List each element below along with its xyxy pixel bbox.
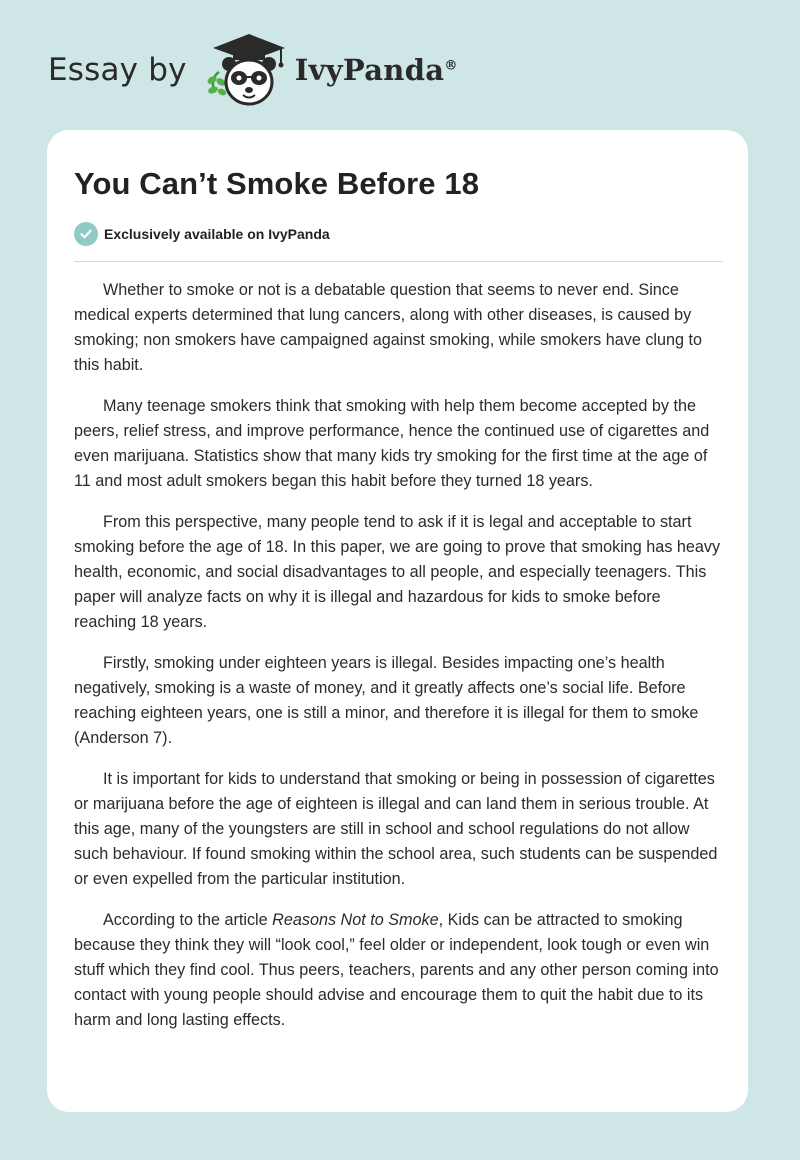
paragraph-6-rest: , Kids can be attracted to smoking because they think they will “look cool,” feel older or independent, look tough or even win stuff which they find cool. Thus peers, teachers, parents and any other person coming into contact with young people should advise and encourage them to quit the habit due to its harm and long lasting effects. <box>74 911 719 1029</box>
paragraph-6 <box>74 908 725 1033</box>
essay-body <box>74 278 725 1049</box>
panda-graduate-icon <box>201 30 291 110</box>
paragraph-6-intro: According to the article <box>103 911 273 929</box>
brand-name[interactable]: IvyPanda® <box>294 53 458 87</box>
paragraph-4: Firstly, smoking under eighteen years is illegal. Besides impacting one’s health negatively, smoking is a waste of money, and it greatly affects one’s social life. Before reaching eighteen years, one is still a minor, and therefore it is illegal for them to smoke (Anderson 7). <box>74 654 699 747</box>
paragraph-1: Whether to smoke or not is a debatable question that seems to never end. Since medical experts determined that lung cancers, along with other diseases, is caused by smoking; non smokers have campaigned against smoking, while smokers have clung to this habit. <box>74 281 703 374</box>
check-circle-icon <box>74 222 98 246</box>
badge-label: Exclusively available on IvyPanda <box>104 226 330 242</box>
paragraph-2: Many teenage smokers think that smoking with help them become accepted by the peers, relief stress, and improve performance, hence the continued use of cigarettes and even marijuana. Statistics show that many kids try smoking for the first time at the age of 11 and most adult smokers began this habit before they turned 18 years. <box>74 397 710 490</box>
cited-article-title: Reasons Not to Smoke <box>272 911 439 929</box>
divider <box>74 261 723 262</box>
essay-card <box>47 130 748 1112</box>
exclusive-badge <box>74 222 330 246</box>
site-header <box>48 30 458 110</box>
registered-mark: ® <box>444 58 458 74</box>
essay-by-label: Essay by <box>48 52 187 88</box>
paragraph-3: From this perspective, many people tend to ask if it is legal and acceptable to start smoking before the age of 18. In this paper, we are going to prove that smoking has heavy health, economic, and social disadvantages to all people, and especially teenagers. This paper will analyze facts on why it is illegal and hazardous for kids to smoke before reaching 18 years. <box>74 513 721 631</box>
paragraph-5: It is important for kids to understand that smoking or being in possession of cigarettes or marijuana before the age of eighteen is illegal and can land them in serious trouble. At this age, many of the youngsters are still in school and school regulations do not allow such behaviour. If found smoking within the school area, such students can be suspended or even expelled from the particular institution. <box>74 770 718 888</box>
page-title: You Can’t Smoke Before 18 <box>74 166 480 201</box>
